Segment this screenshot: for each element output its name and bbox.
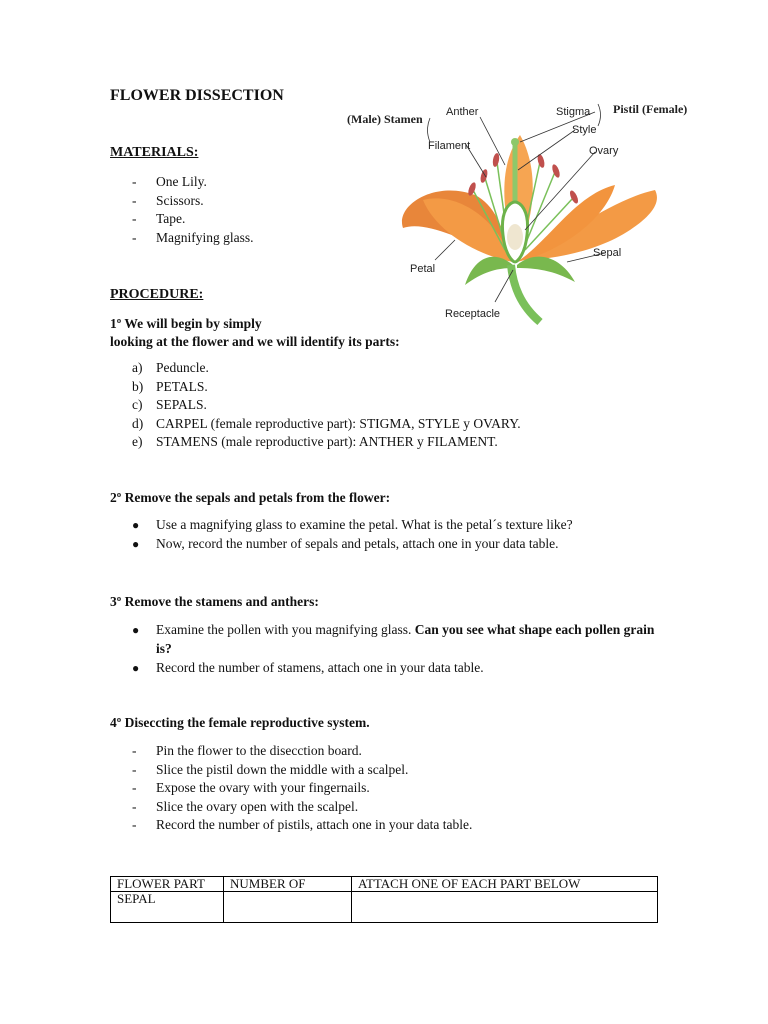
lily-illustration (345, 90, 705, 330)
bullet-icon: ● (132, 536, 140, 551)
petal-label: Petal (410, 263, 436, 275)
list-item: - Record the number of pistils, attach one in your data table. (132, 817, 473, 833)
parts-list (110, 359, 521, 452)
anther-label: Anther (446, 106, 479, 118)
table-row (111, 892, 658, 923)
step3-list (110, 621, 656, 678)
list-item: - One Lily. (132, 174, 207, 189)
stigma-label: Stigma (556, 106, 591, 118)
list-item: - Scissors. (132, 192, 204, 208)
list-item: e) STAMENS (male reproductive part): ANTHER y FILAMENT. (132, 434, 498, 450)
step4-list (110, 742, 472, 835)
table-header-row (111, 877, 658, 892)
receptacle-label: Receptacle (445, 308, 501, 320)
step2-heading: 2º Remove the sepals and petals from the flower: (110, 490, 391, 505)
materials-heading: MATERIALS: (110, 145, 199, 160)
step1-line2: looking at the flower and we will identify its parts: (110, 334, 400, 349)
bullet-icon: ● (132, 518, 140, 532)
list-item: b) PETALS. (132, 378, 208, 394)
step3-heading: 3º Remove the stamens and anthers: (110, 594, 319, 609)
bullet-icon: ● (132, 661, 140, 676)
list-item: a) Peduncle. (132, 360, 209, 375)
list-item: - Expose the ovary with your fingernails. (132, 780, 370, 796)
document-title: FLOWER DISSECTION (110, 87, 284, 104)
bullet-icon: ● (132, 623, 140, 637)
list-item: ● Examine the pollen with you magnifying glass. Can you see what shape each pollen grain is? (132, 622, 655, 656)
step2-list (110, 516, 573, 553)
list-item: ● Record the number of stamens, attach one in your data table. (110, 659, 656, 678)
list-item: - Pin the flower to the disecction board. (132, 743, 362, 758)
list-item: - Slice the ovary open with the scalpel. (132, 798, 359, 814)
pistil-female-label: Pistil (Female) (613, 102, 688, 116)
materials-list (110, 173, 254, 247)
data-table (110, 876, 658, 923)
table-cell[interactable] (352, 892, 658, 923)
filament-label: Filament (428, 140, 471, 152)
step4-heading: 4º Diseccting the female reproductive system. (110, 715, 370, 730)
list-item: - Magnifying glass. (132, 229, 254, 245)
sepal-label: Sepal (593, 247, 622, 259)
style-label: Style (572, 124, 597, 136)
list-item: - Tape. (132, 211, 186, 227)
table-cell: SEPAL (111, 892, 224, 923)
step1-line1: 1º We will begin by simply (110, 316, 262, 331)
list-item: c) SEPALS. (132, 397, 207, 413)
list-item: ● Now, record the number of sepals and petals, attach one in your data table. (110, 535, 573, 554)
procedure-heading: PROCEDURE: (110, 287, 204, 302)
table-cell[interactable] (224, 892, 352, 923)
list-item: ● Use a magnifying glass to examine the petal. What is the petal´s texture like? (110, 516, 573, 535)
ovary-label: Ovary (589, 145, 619, 157)
list-item: - Slice the pistil down the middle with a scalpel. (132, 761, 409, 777)
male-stamen-label: (Male) Stamen (347, 112, 423, 126)
list-item: d) CARPEL (female reproductive part): STIGMA, STYLE y OVARY. (132, 415, 521, 431)
table-header-cell: NUMBER OF (224, 877, 352, 892)
flower-diagram (345, 90, 705, 330)
table-header-cell: FLOWER PART (111, 877, 224, 892)
table-header-cell: ATTACH ONE OF EACH PART BELOW (352, 877, 658, 892)
